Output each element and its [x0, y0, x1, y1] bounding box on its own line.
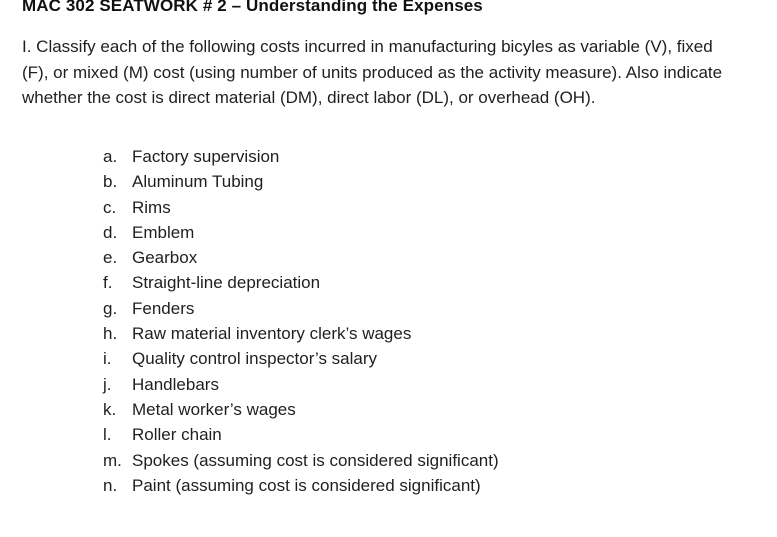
item-text: Aluminum Tubing [132, 172, 264, 192]
item-letter: j. [103, 374, 112, 394]
item-text: Factory supervision [132, 147, 280, 166]
item-letter: k. [103, 399, 117, 419]
instructions-paragraph: I. Classify each of the following costs incurred in manufacturing bicyles as variable (V), fixed (F), or mixed (M) cost (using number of units produced as the activity measure). Also indicate whether the cost is direct material (DM), direct labor (DL), or overhead (OH). [22, 37, 723, 107]
list-item [103, 144, 499, 169]
document-title: MAC 302 SEATWORK # 2 – Understanding the Expenses [22, 0, 483, 15]
item-text: Roller chain [132, 425, 222, 445]
list-item [103, 270, 499, 295]
list-item [103, 296, 499, 321]
item-letter: e. [103, 248, 118, 268]
item-letter: f. [103, 273, 113, 293]
item-text: Fenders [132, 298, 195, 318]
item-text: Metal worker’s wages [132, 399, 296, 419]
item-text: Straight-line depreciation [132, 273, 321, 293]
item-letter: a. [103, 147, 118, 166]
list-item [103, 346, 499, 371]
list-item [103, 321, 499, 346]
item-text: Quality control inspector’s salary [132, 349, 378, 369]
item-letter: l. [103, 425, 112, 445]
item-text: Rims [132, 197, 171, 217]
item-text: Paint (assuming cost is considered significant) [132, 475, 481, 495]
list-item [103, 422, 499, 447]
item-letter: c. [103, 197, 117, 217]
item-letter: n. [103, 475, 118, 495]
list-item [103, 220, 499, 245]
list-item [103, 169, 499, 194]
item-text: Emblem [132, 222, 195, 242]
list-item [103, 245, 499, 270]
item-text: Raw material inventory clerk’s wages [132, 324, 412, 344]
item-letter: d. [103, 222, 118, 242]
item-text: Handlebars [132, 374, 219, 394]
list-item [103, 397, 499, 422]
list-item [103, 448, 499, 473]
item-text: Spokes (assuming cost is considered significant) [132, 450, 499, 470]
item-letter: m. [103, 450, 122, 470]
item-text: Gearbox [132, 248, 198, 268]
item-letter: h. [103, 324, 118, 344]
item-letter: b. [103, 172, 118, 192]
list-item [103, 372, 499, 397]
item-letter: g. [103, 298, 118, 318]
item-letter: i. [103, 349, 112, 369]
cost-item-list [103, 144, 499, 498]
list-item [103, 473, 499, 498]
list-item [103, 195, 499, 220]
